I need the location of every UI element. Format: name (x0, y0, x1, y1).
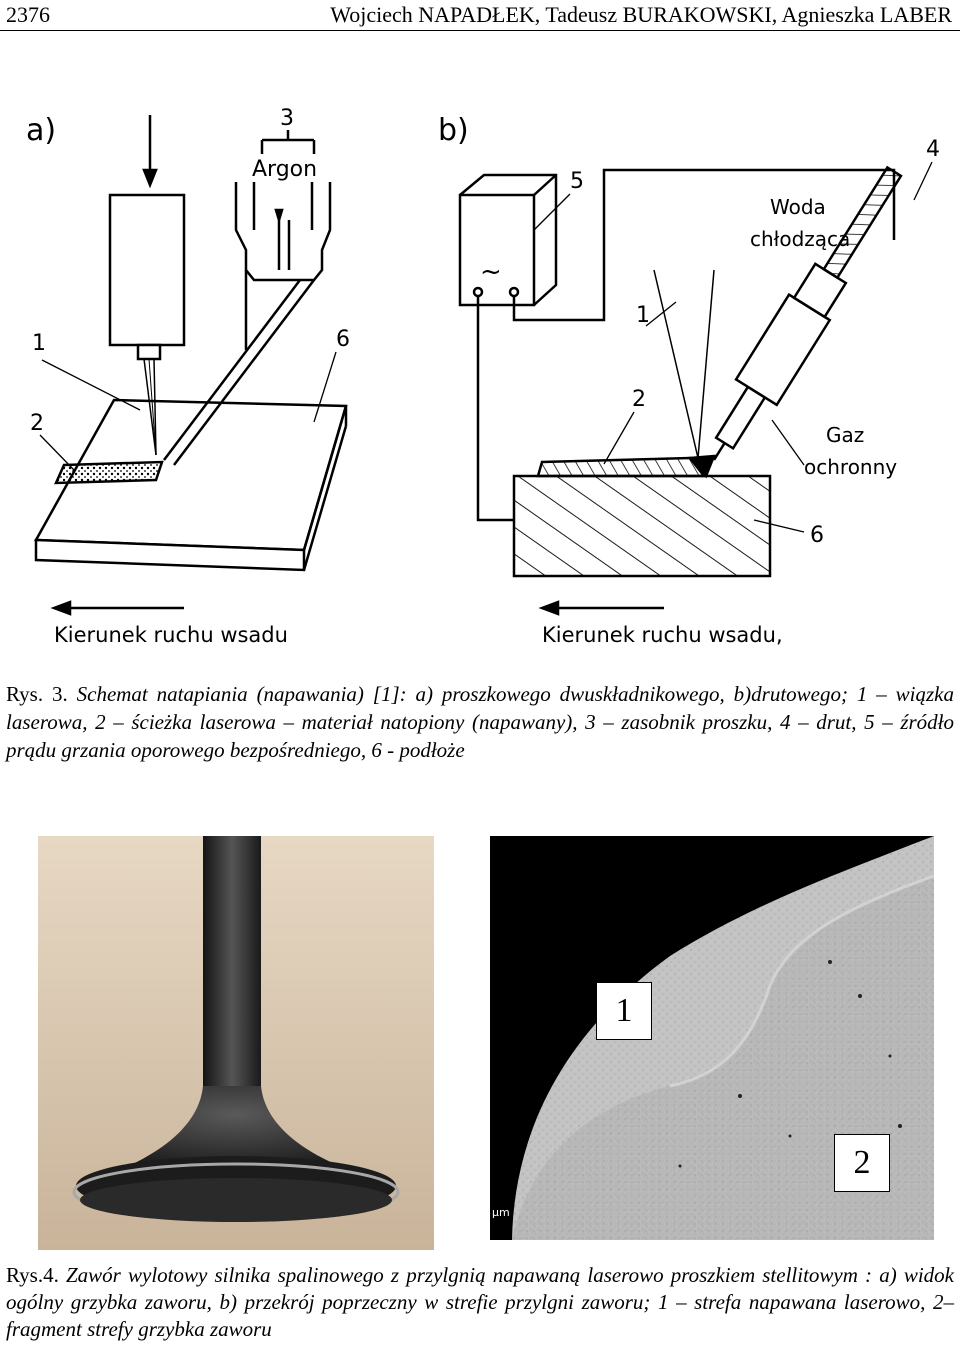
figure-3-caption-text: Schemat natapiania (napawania) [1]: a) proszkowego dwuskładnikowego, b)drutowego; 1 – wiązka laserowa, 2 – ścieżka laserowa – materiał natopiony (napawany), 3 – zasobnik proszku, 4 – drut, 5 – źródło prądu grzania oporowego bezpośredniego, 6 - podłoże (6, 682, 954, 762)
water-label-1: Woda (770, 195, 826, 219)
num-6-a: 6 (336, 327, 350, 352)
figure-3-caption (6, 680, 954, 764)
figure-3-schematic (14, 70, 958, 660)
powder-feeder (236, 182, 330, 280)
num-5-b: 5 (570, 169, 584, 194)
argon-label: Argon (252, 157, 318, 182)
weld-bead (538, 458, 704, 476)
feeder-number: 3 (280, 106, 294, 131)
running-head-authors: Wojciech NAPADŁEK, Tadeusz BURAKOWSKI, Agnieszka LABER (330, 2, 952, 27)
figure-3-caption-label: Rys. 3. (6, 682, 68, 706)
num-2-a: 2 (30, 411, 44, 436)
power-source (460, 195, 534, 305)
figure-4-caption (6, 1262, 954, 1343)
num-6-b: 6 (810, 523, 824, 548)
num-4-b: 4 (926, 137, 940, 162)
cross-section-micrograph (490, 836, 934, 1240)
panel-b (438, 113, 940, 647)
num-1-a: 1 (32, 331, 46, 356)
scale-bar-label: μm (492, 1206, 510, 1219)
figure-4-caption-label: Rys.4. (6, 1263, 59, 1287)
page-header (0, 0, 960, 31)
gas-label-1: Gaz (826, 423, 865, 447)
laser-track (56, 462, 162, 483)
direction-label-b: Kierunek ruchu wsadu, (542, 623, 783, 647)
figure-4-caption-text: Zawór wylotowy silnika spalinowego z przylgnią napawaną laserowo proszkiem stellitowym : a) widok ogólny grzybka zaworu, b) przekrój poprzeczny w strefie przylgni zaworu; 1 – strefa napawana laserowo, 2– fragment strefy grzybka zaworu (6, 1263, 954, 1341)
ac-symbol: ~ (480, 257, 502, 287)
zone-2-label: 2 (834, 1134, 890, 1192)
water-label-2: chłodząca (750, 227, 851, 251)
page-number: 2376 (6, 2, 50, 27)
laser-head (110, 195, 184, 345)
num-1-b: 1 (636, 303, 650, 328)
substrate-block (514, 476, 770, 576)
direction-label-a: Kierunek ruchu wsadu (54, 623, 288, 647)
valve-photo (38, 836, 434, 1250)
panel-a (26, 106, 350, 647)
num-2-b: 2 (632, 387, 646, 412)
zone-1-label: 1 (596, 982, 652, 1040)
gas-label-2: ochronny (804, 455, 898, 479)
panel-b-label: b) (438, 113, 469, 148)
panel-a-label: a) (26, 113, 57, 148)
